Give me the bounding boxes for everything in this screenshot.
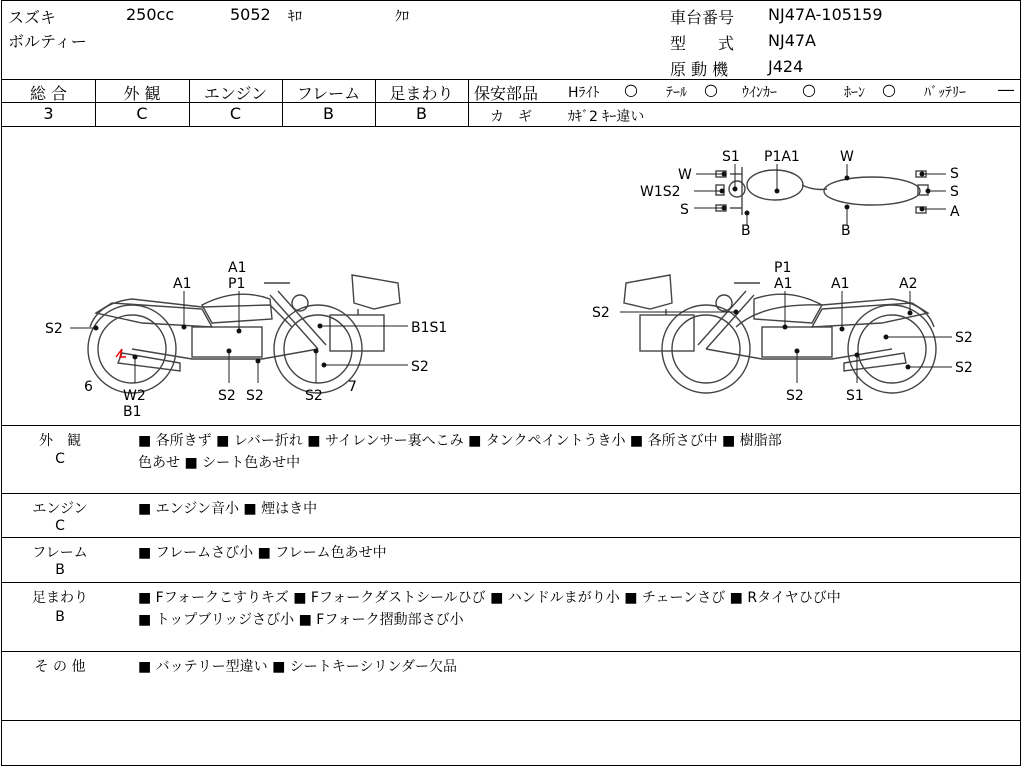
diagram-label: P1A1: [764, 149, 800, 165]
diagram-label: S2: [786, 388, 804, 404]
remark-category: 外 観: [39, 433, 81, 449]
safety-horn-mark: ○: [882, 80, 896, 99]
safety-headlight-mark: ○: [624, 80, 638, 99]
diagram-label: 7: [348, 379, 357, 395]
diagram-label: S2: [955, 360, 973, 376]
diagram-label: 6: [84, 379, 93, 395]
divider: [2, 537, 1020, 538]
key-value: ｶｷﾞ2 ｷｰ違い: [568, 109, 645, 125]
grade-overall-label: 総 合: [29, 84, 68, 103]
divider: [2, 79, 1020, 80]
diagram-label: A1: [228, 260, 247, 276]
grade-engine-label: エンジン: [203, 84, 268, 103]
diagram-label: B: [841, 223, 851, 239]
diagram-label: A1: [173, 276, 192, 292]
mileage: 5052: [230, 5, 271, 24]
type-value: NJ47A: [768, 31, 816, 50]
diagram-label: S2: [955, 330, 973, 346]
diagram-label: S1: [846, 388, 864, 404]
bike-top-view-drawing: [716, 167, 928, 215]
bike-right-view-drawing: [624, 275, 936, 393]
diagram-label: S: [680, 202, 689, 218]
diagram-label: B: [741, 223, 751, 239]
divider: [2, 493, 1020, 494]
diagram-label: S2: [45, 321, 63, 337]
maker-name: スズキ: [8, 8, 57, 27]
diagram-label: A1: [831, 276, 850, 292]
diagram-label: S2: [411, 359, 429, 375]
safety-battery-label: ﾊﾞｯﾃﾘｰ: [924, 85, 966, 101]
remark-category: エンジン: [32, 501, 88, 517]
diagram-label: S2: [246, 388, 264, 404]
engine-model-label: 原 動 機: [670, 60, 729, 79]
grade-exterior-value: C: [136, 104, 148, 123]
diagram-label: P1: [774, 260, 792, 276]
divider: [2, 582, 1020, 583]
safety-battery-mark: ―: [998, 80, 1014, 99]
engine-model-value: J424: [768, 57, 804, 76]
inspection-sheet: [1, 0, 1021, 766]
diagram-label: S2: [592, 305, 610, 321]
grade-exterior-label: 外 観: [123, 84, 161, 103]
divider: [468, 102, 1020, 103]
diagram-label: S: [950, 184, 959, 200]
diagram-label: W1S2: [640, 184, 681, 200]
grade-engine-value: C: [229, 104, 242, 123]
remark-line: ■ エンジン音小 ■ 煙はき中: [138, 501, 318, 517]
diagram-label: S2: [218, 388, 236, 404]
divider: [468, 79, 469, 126]
diagram-label: P1: [228, 276, 246, 292]
mileage-unit: ｷﾛ: [288, 9, 302, 25]
grade-suspension-label: 足まわり: [389, 84, 454, 103]
diagram-label: S2: [305, 388, 323, 404]
diagram-label: W: [678, 167, 692, 183]
remark-line: ■ トップブリッジさび小 ■ Fフォーク摺動部さび小: [138, 612, 464, 628]
diagram-label: W2: [123, 388, 146, 404]
remark-line: 色あせ ■ シート色あせ中: [138, 455, 301, 471]
diagram-label: W: [840, 149, 854, 165]
frame-number-label: 車台番号: [670, 8, 735, 27]
diagram-label: S1: [722, 149, 740, 165]
divider: [2, 720, 1020, 721]
remark-category: 足まわり: [32, 590, 88, 606]
remark-grade: B: [55, 609, 65, 625]
grade-frame-value: B: [323, 104, 334, 123]
color-value: ｸﾛ: [395, 9, 409, 25]
diagram-label: B1: [123, 404, 142, 420]
divider: [2, 651, 1020, 652]
model-name: ボルティー: [8, 32, 87, 51]
safety-tail-mark: ○: [704, 80, 718, 99]
safety-winker-mark: ○: [802, 80, 816, 99]
diagram-label: A2: [899, 276, 918, 292]
safety-horn-label: ﾎｰﾝ: [844, 85, 865, 101]
diagram-label: A1: [774, 276, 793, 292]
displacement: 250cc: [126, 5, 175, 24]
frame-number-value: NJ47A-105159: [768, 5, 883, 24]
safety-winker-label: ｳｲﾝｶｰ: [742, 85, 777, 101]
key-label: カ ギ: [490, 109, 532, 125]
remark-category: フレーム: [32, 545, 88, 561]
safety-headlight-label: Hﾗｲﾄ: [568, 85, 600, 101]
remark-grade: C: [55, 518, 65, 534]
type-label: 型 式: [670, 34, 735, 53]
grade-suspension-value: B: [416, 104, 427, 123]
remark-grade: B: [55, 562, 65, 578]
diagram-label: B1S1: [411, 320, 448, 336]
safety-parts-title: 保安部品: [474, 84, 539, 103]
grade-frame-label: フレーム: [296, 84, 361, 103]
remark-line: ■ フレームさび小 ■ フレーム色あせ中: [138, 545, 387, 561]
divider: [2, 425, 1020, 426]
diagram-label: S: [950, 166, 959, 182]
remark-line: ■ Fフォークこすりキズ ■ Fフォークダストシールひび ■ ハンドルまがり小 ■ チェーンさび ■ Rタイヤひび中: [138, 590, 841, 606]
remark-line: ■ 各所きず ■ レバー折れ ■ サイレンサー裏へこみ ■ タンクペイントうき小 ■ 各所さび中 ■ 樹脂部: [138, 433, 782, 449]
remark-line: ■ バッテリー型違い ■ シートキーシリンダー欠品: [138, 659, 457, 675]
remark-grade: C: [55, 451, 65, 467]
grade-overall-value: 3: [43, 104, 54, 123]
diagram-label: A: [950, 204, 960, 220]
safety-tail-label: ﾃｰﾙ: [666, 85, 687, 101]
remark-category: そ の 他: [34, 659, 86, 675]
right-view-leaders: [620, 291, 952, 383]
damage-diagram: [2, 127, 1020, 425]
